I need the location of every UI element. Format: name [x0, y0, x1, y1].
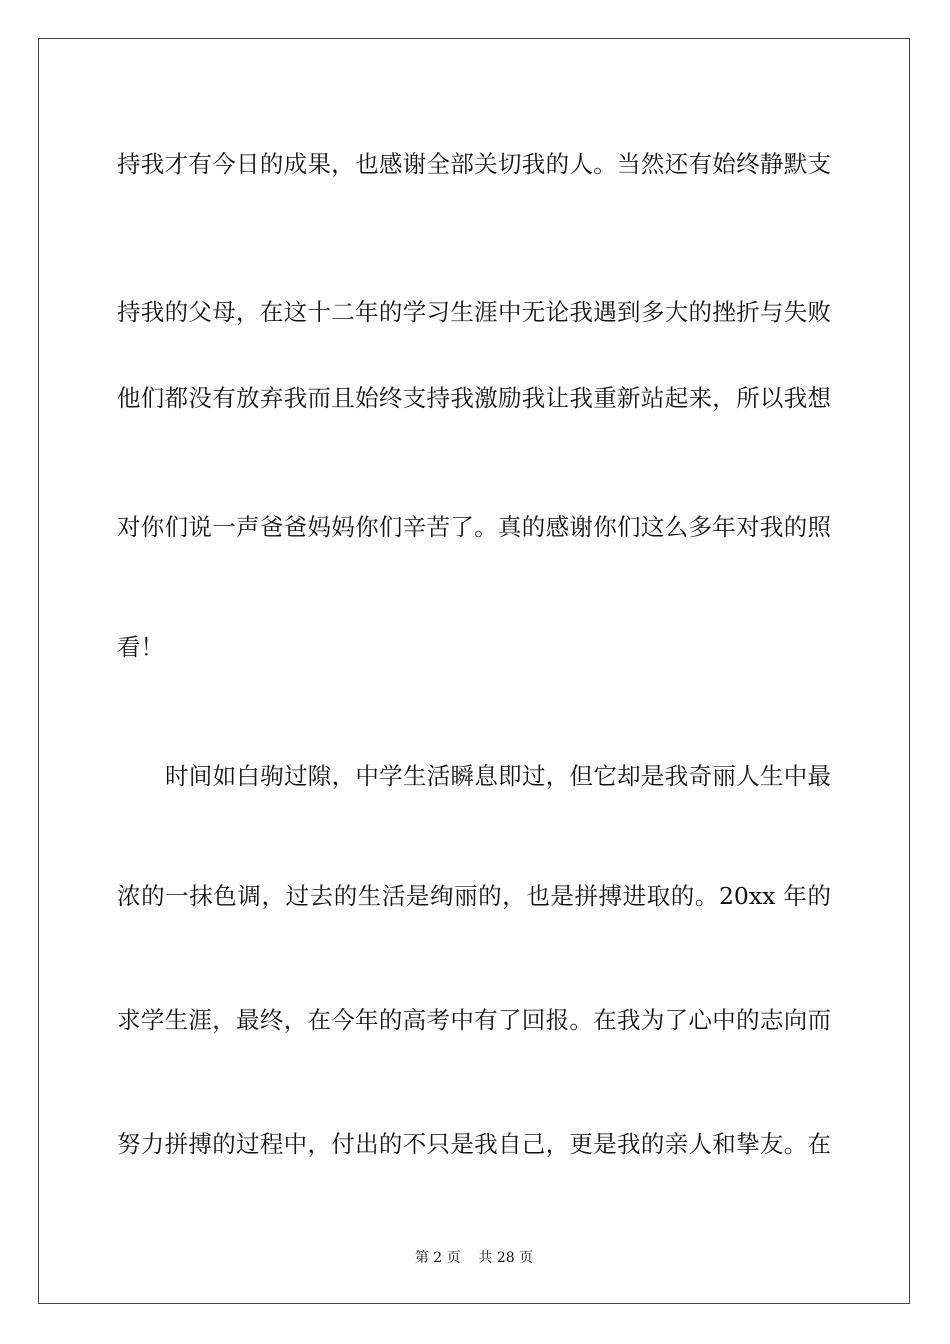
text-line-5: 看！ [117, 633, 164, 661]
text-line-9: 努力拼搏的过程中，付出的不只是我自己，更是我的亲人和挚友。在 [117, 1130, 831, 1158]
text-line-3: 他们都没有放弃我而且始终支持我激励我让我重新站起来，所以我想 [117, 384, 831, 412]
text-line-2: 持我的父母，在这十二年的学习生涯中无论我遇到多大的挫折与失败 [117, 298, 831, 326]
text-line-7: 浓的一抹色调，过去的生活是绚丽的，也是拼搏进取的。20xx 年的 [117, 882, 831, 910]
page-number-footer: 第 2 页 共 28 页 [414, 1250, 534, 1266]
text-line-4: 对你们说一声爸爸妈妈你们辛苦了。真的感谢你们这么多年对我的照 [117, 513, 831, 541]
page-frame [38, 38, 910, 1304]
text-line-1: 持我才有今日的成果，也感谢全部关切我的人。当然还有始终静默支 [117, 150, 831, 178]
text-line-6: 时间如白驹过隙，中学生活瞬息即过，但它却是我奇丽人生中最 [165, 762, 831, 790]
text-line-8: 求学生涯，最终，在今年的高考中有了回报。在我为了心中的志向而 [117, 1006, 831, 1034]
